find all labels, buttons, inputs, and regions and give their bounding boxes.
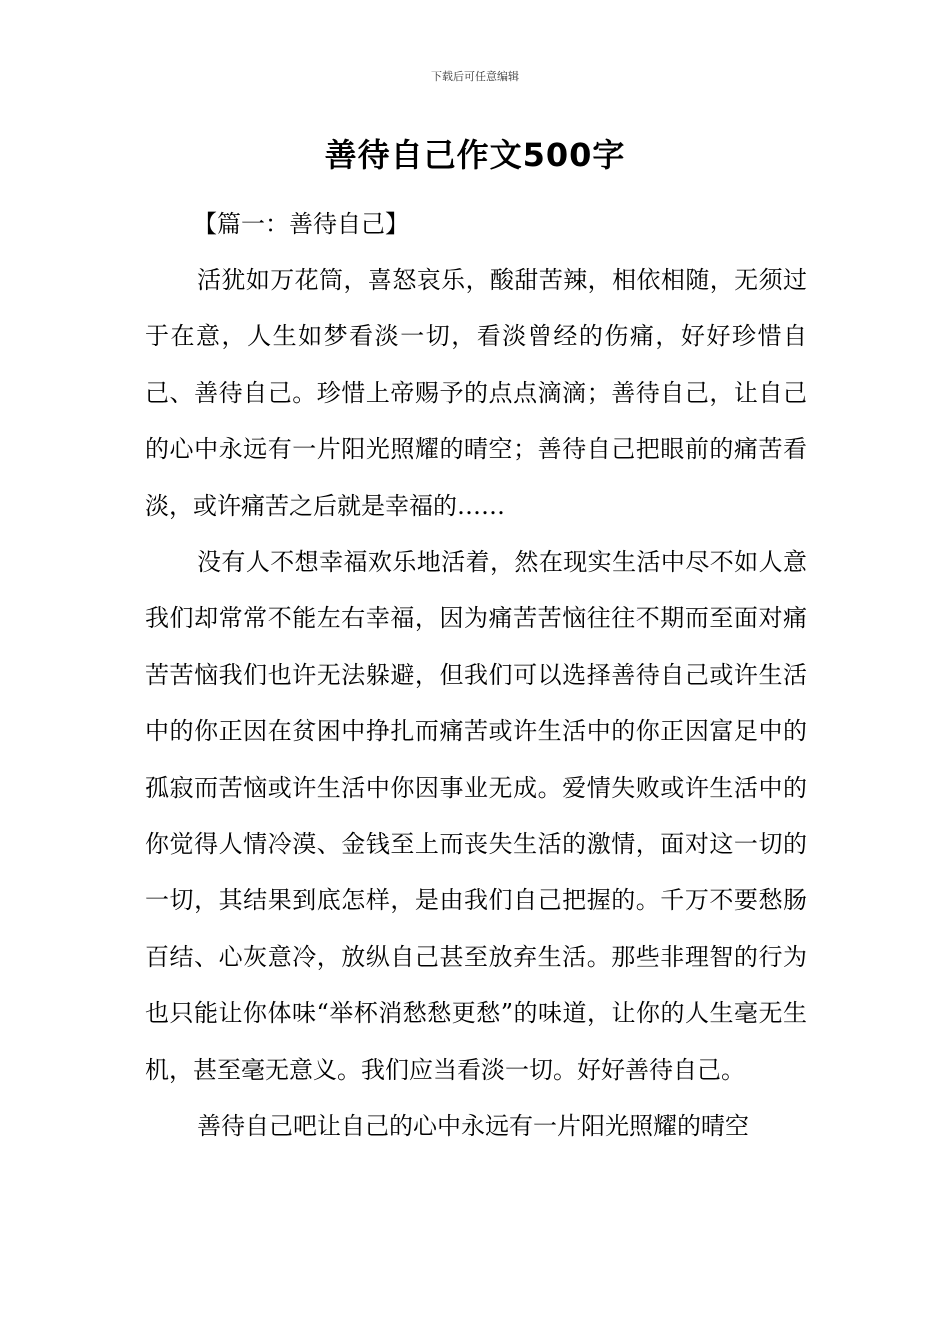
section-heading: 【篇一：善待自己】	[193, 210, 409, 238]
header-note: 下载后可任意编辑	[431, 70, 519, 83]
document-title: 善待自己作文500字	[324, 136, 626, 174]
document-body	[145, 196, 807, 1155]
paragraph-1: 活犹如万花筒，喜怒哀乐，酸甜苦辣，相依相随，无须过于在意，人生如梦看淡一切，看淡曾经的伤痛，好好珍惜自己、善待自己。珍惜上帝赐予的点点滴滴；善待自己，让自己的心中永远有一片阳光照耀的晴空；善待自己把眼前的痛苦看淡，或许痛苦之后就是幸福的……	[145, 266, 807, 520]
paragraph-2: 没有人不想幸福欢乐地活着，然在现实生活中尽不如人意我们却常常不能左右幸福，因为痛苦苦恼往往不期而至面对痛苦苦恼我们也许无法躲避，但我们可以选择善待自己或许生活中的你正因在贫困中挣扎而痛苦或许生活中的你正因富足中的孤寂而苦恼或许生活中你因事业无成。爱情失败或许生活中的你觉得人情冷漠、金钱至上而丧失生活的激情，面对这一切的一切，其结果到底怎样，是由我们自己把握的。千万不要愁肠百结、心灰意冷，放纵自己甚至放弃生活。那些非理智的行为也只能让你体味“举杯消愁愁更愁”的味道，让你的人生毫无生机，甚至毫无意义。我们应当看淡一切。好好善待自己。	[145, 548, 807, 1084]
paragraph-3: 善待自己吧让自己的心中永远有一片阳光照耀的晴空	[197, 1112, 749, 1141]
